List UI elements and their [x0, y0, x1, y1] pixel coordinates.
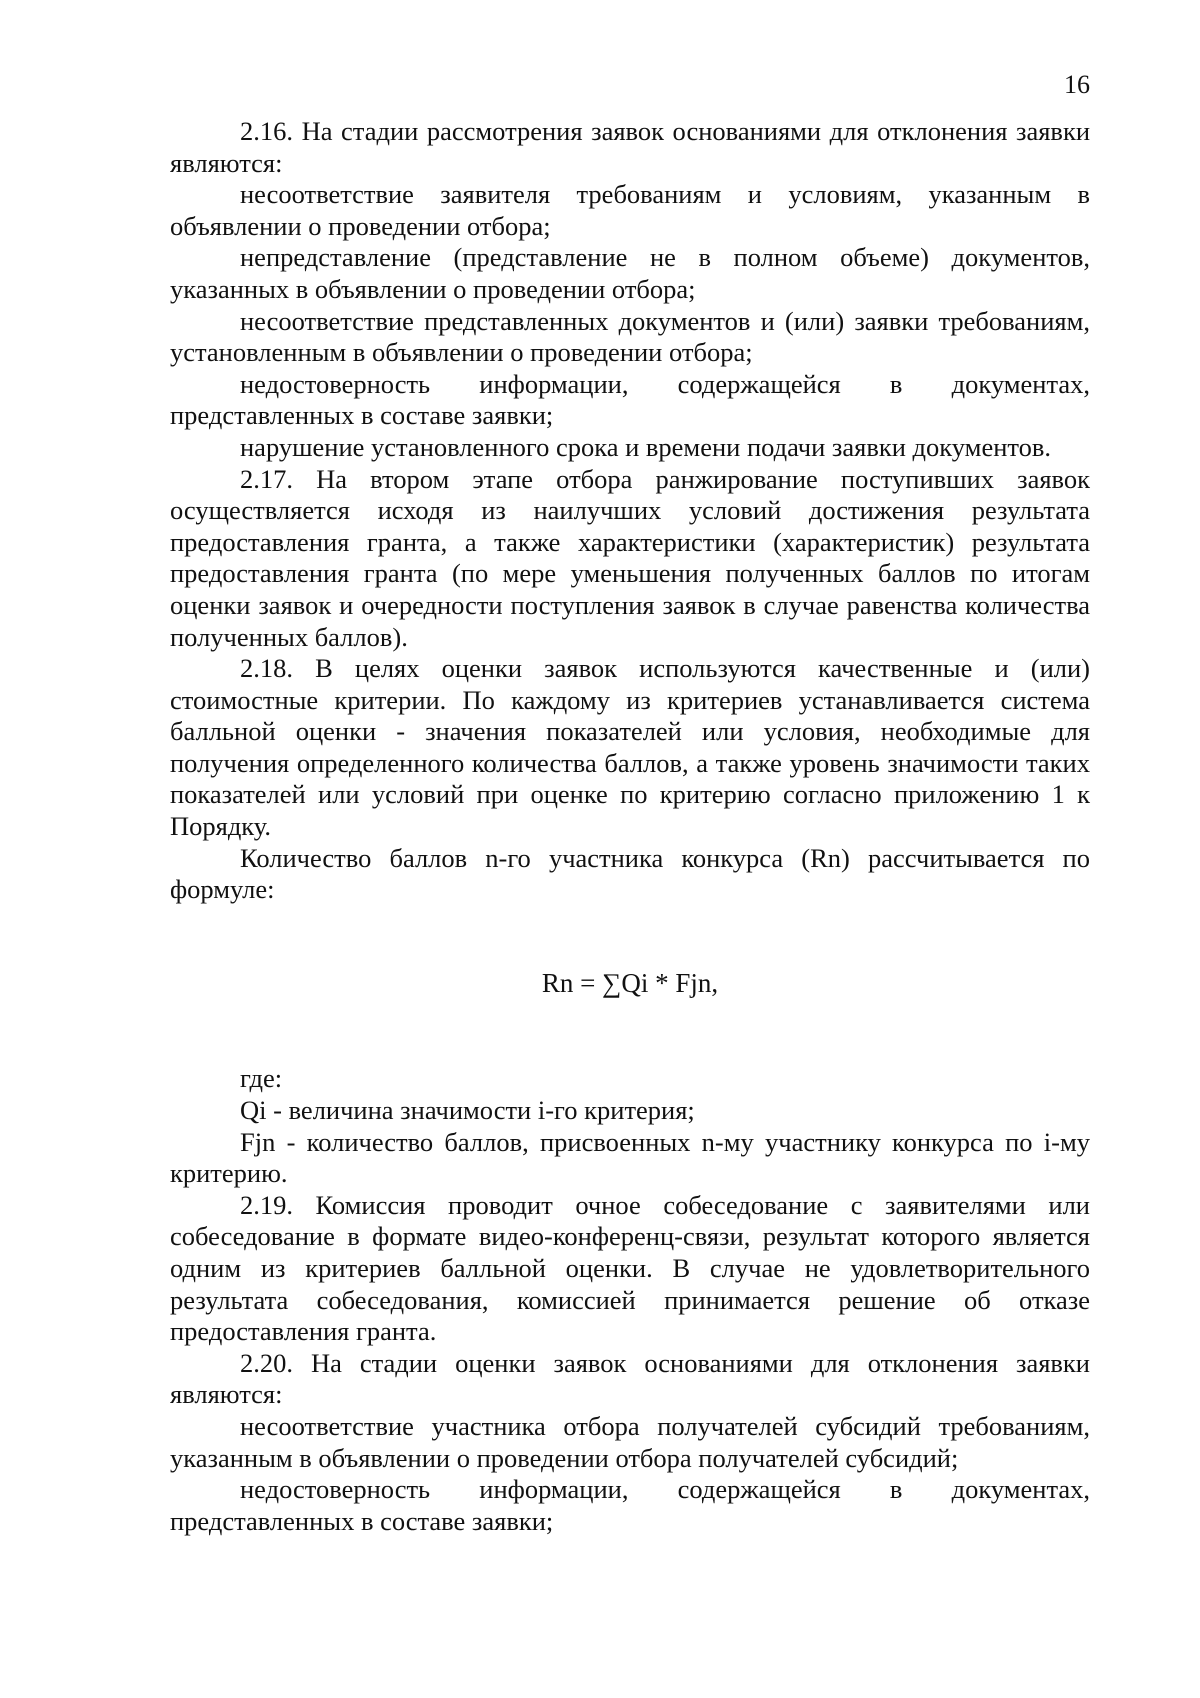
document-body	[170, 116, 1090, 1537]
paragraph-2-16: 2.16. На стадии рассмотрения заявок основаниями для отклонения заявки являются:	[170, 116, 1090, 178]
paragraph-2-17: 2.17. На втором этапе отбора ранжирование поступивших заявок осуществляется исходя из наилучших условий достижения результата предоставления гранта, а также характеристики (характеристик) результата предоставления гранта (по мере уменьшения полученных баллов по итогам оценки заявок и очередности поступления заявок в случае равенства количества полученных баллов).	[170, 463, 1090, 652]
paragraph-2-18: 2.18. В целях оценки заявок используются качественные и (или) стоимостные критерии. По каждому из критериев устанавливается система балльной оценки - значения показателей или условия, необходимые для получения определенного количества баллов, а также уровень значимости таких показателей или условий при оценке по критерию согласно приложению 1 к Порядку.	[170, 653, 1090, 842]
paragraph-2-20: 2.20. На стадии оценки заявок основаниями для отклонения заявки являются:	[170, 1347, 1090, 1410]
paragraph-formula-intro: Количество баллов n-го участника конкурса (Rn) рассчитывается по формуле:	[170, 842, 1090, 905]
paragraph-reason-4: недостоверность информации, содержащейся в документах, представленных в составе заявки;	[170, 368, 1090, 431]
paragraph-reason-3: несоответствие представленных документов и (или) заявки требованиям, установленным в объявлении о проведении отбора;	[170, 305, 1090, 368]
paragraph-2-19: 2.19. Комиссия проводит очное собеседование с заявителями или собеседование в формате видео-конференц-связи, результат которого является одним из критериев балльной оценки. В случае не удовлетворительного результата собеседования, комиссией принимается решение об отказе предоставления гранта.	[170, 1189, 1090, 1347]
page-number: 16	[1064, 70, 1090, 99]
paragraph-reason-2: непредставление (представление не в полном объеме) документов, указанных в объявлении о проведении отбора;	[170, 242, 1090, 304]
paragraph-reason-5: нарушение установленного срока и времени подачи заявки документов.	[240, 431, 1052, 462]
paragraph-eval-reason-2: недостоверность информации, содержащейся в документах, представленных в составе заявки;	[170, 1474, 1090, 1536]
paragraph-eval-reason-1: несоответствие участника отбора получателей субсидий требованиям, указанным в объявлении о проведении отбора получателей субсидий;	[170, 1410, 1090, 1473]
paragraph-fjn-definition: Fjn - количество баллов, присвоенных n-му участнику конкурса по i-му критерию.	[170, 1126, 1090, 1189]
paragraph-where: где:	[240, 1063, 283, 1094]
paragraph-qi-definition: Qi - величина значимости i-го критерия;	[240, 1095, 695, 1126]
paragraph-reason-1: несоответствие заявителя требованиям и условиям, указанным в объявлении о проведении отбора;	[170, 179, 1090, 241]
formula: Rn = ∑Qi * Fjn,	[541, 967, 719, 998]
